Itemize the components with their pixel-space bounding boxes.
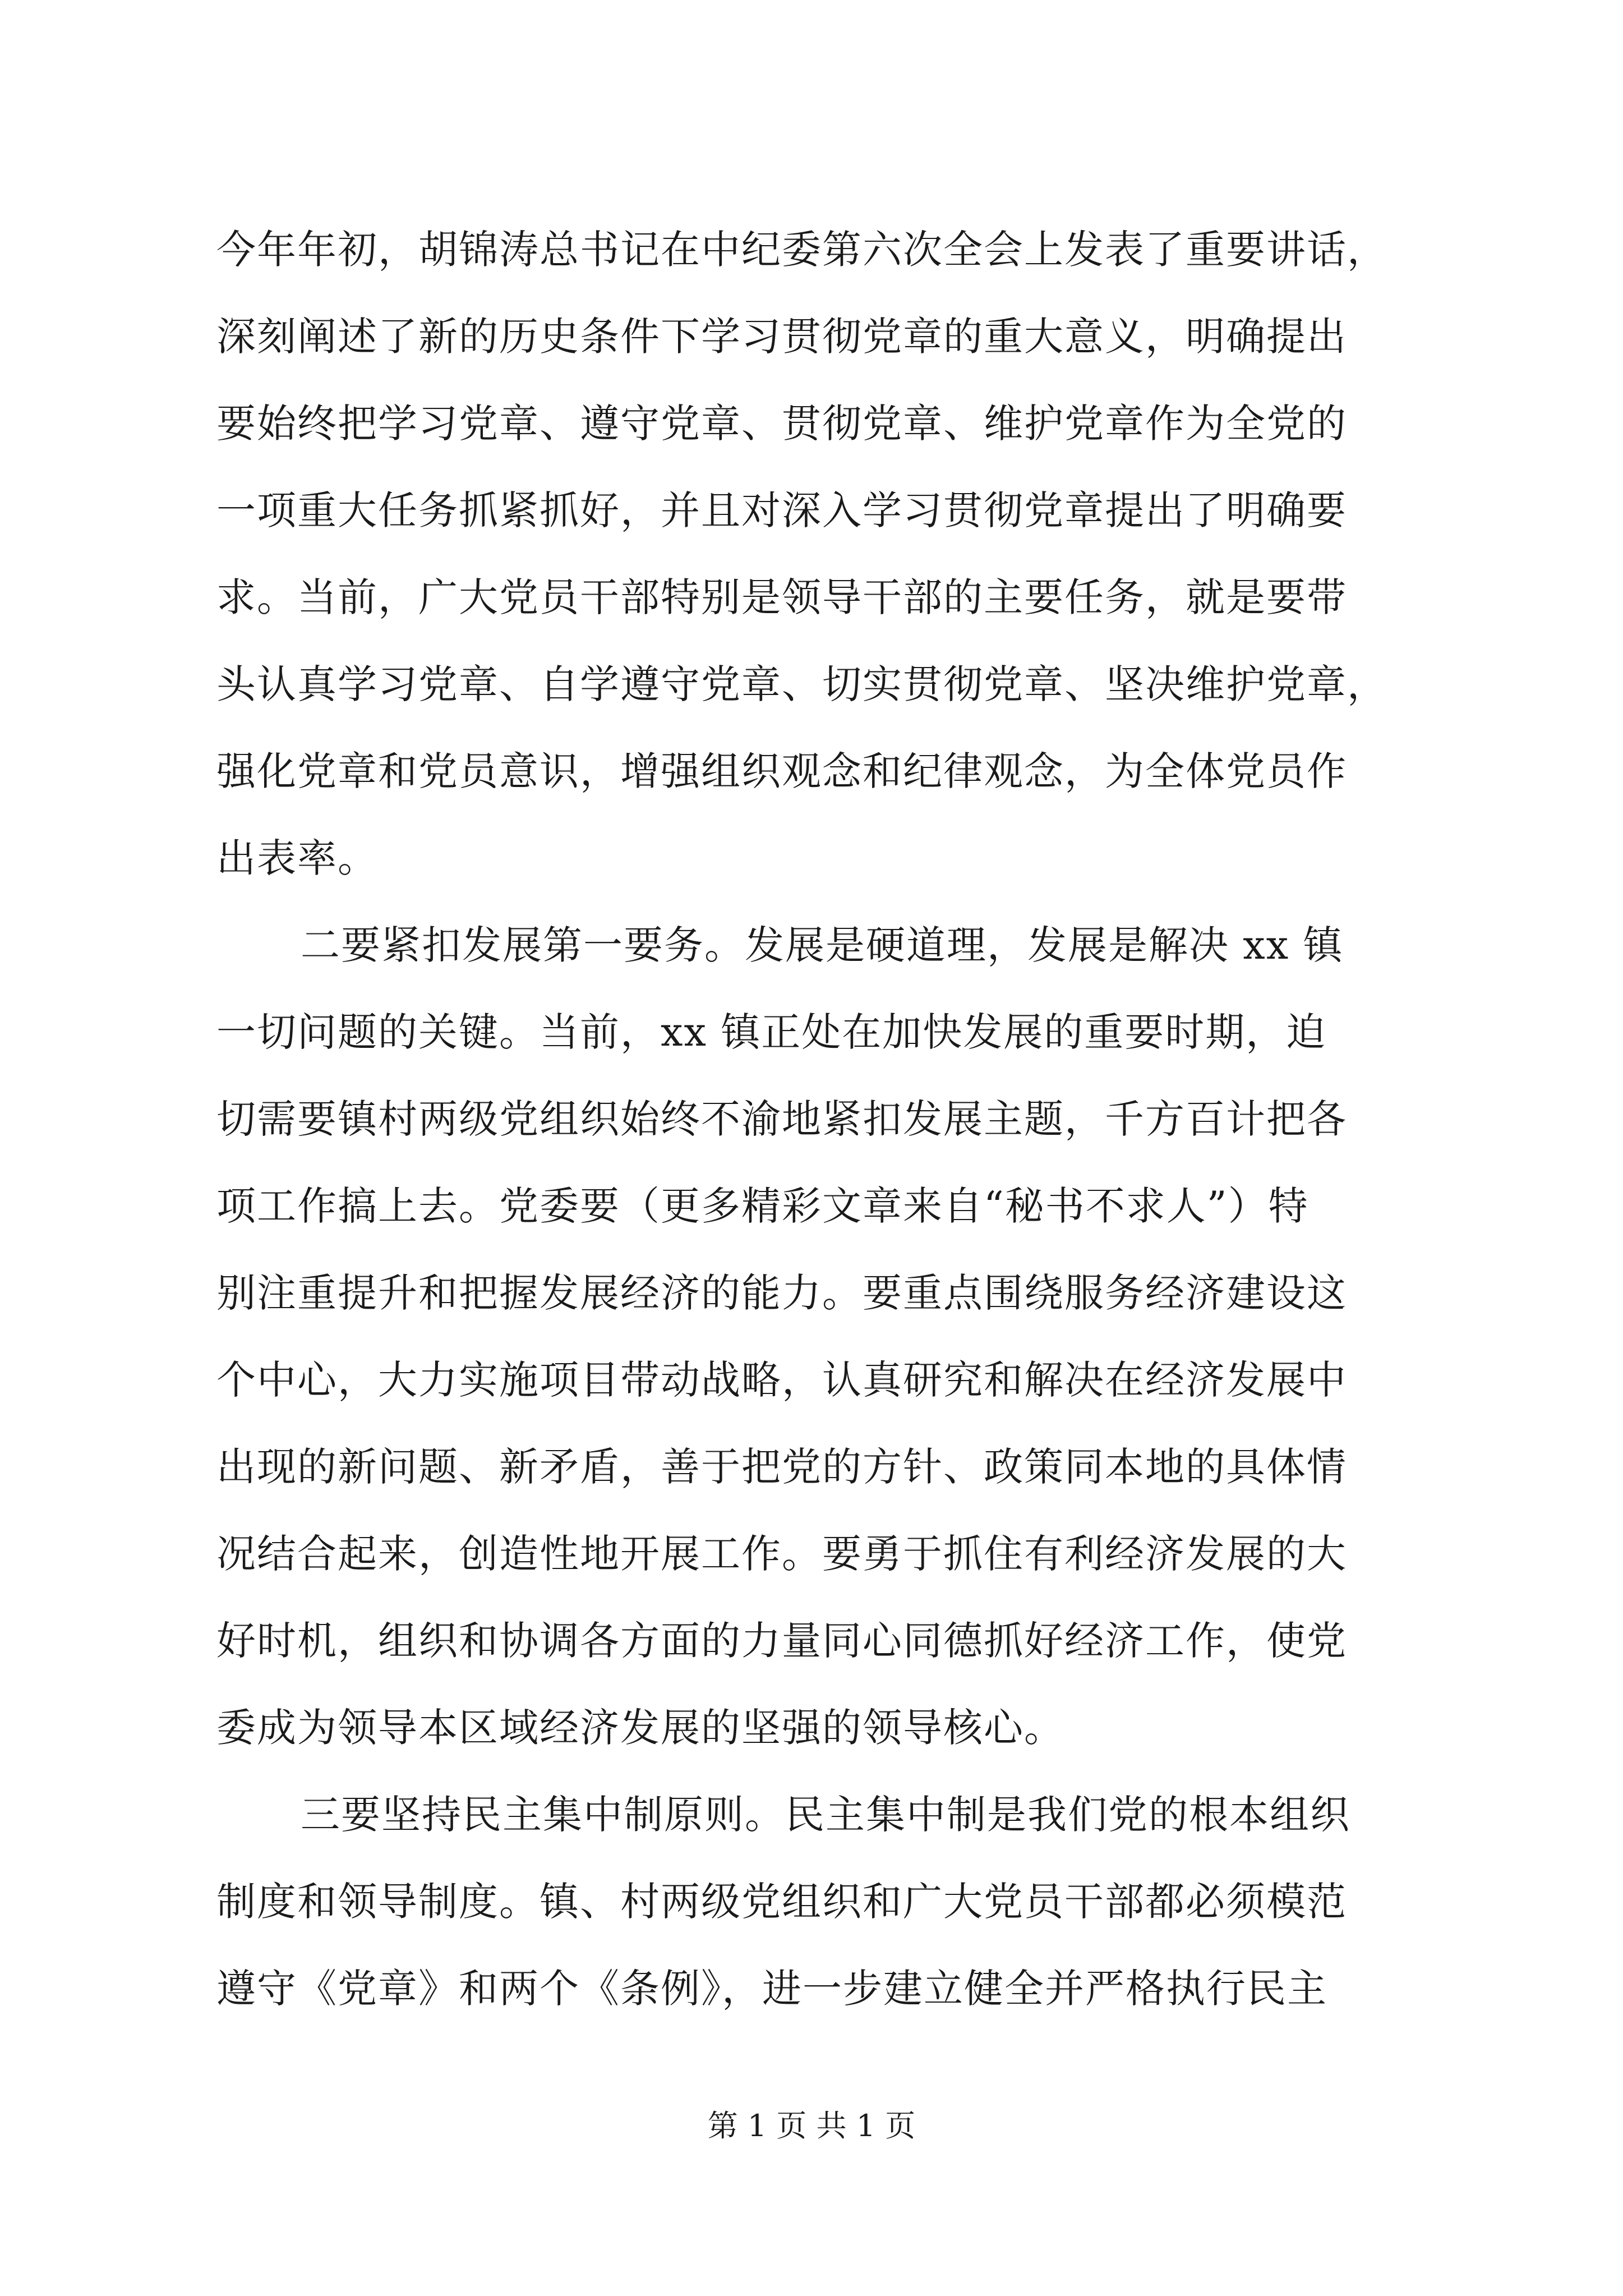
text-line: 个中心，大力实施项目带动战略，认真研究和解决在经济发展中 (216, 1357, 1347, 1403)
text-line: 委成为领导本区域经济发展的坚强的领导核心。 (216, 1705, 1064, 1751)
text-line: 况结合起来，创造性地开展工作。要勇于抓住有利经济发展的大 (216, 1531, 1347, 1577)
text-line: 好时机，组织和协调各方面的力量同心同德抓好经济工作，使党 (216, 1618, 1347, 1664)
text-line: 头认真学习党章、自学遵守党章、切实贯彻党章、坚决维护党章， (216, 661, 1387, 707)
text-line: 强化党章和党员意识，增强组织观念和纪律观念，为全体党员作 (216, 748, 1347, 794)
text-line: 二要紧扣发展第一要务。发展是硬道理，发展是解决 xx 镇 (301, 922, 1344, 968)
text-line: 出现的新问题、新矛盾，善于把党的方针、政策同本地的具体情 (216, 1444, 1347, 1490)
page-footer: 第 1 页 共 1 页 (707, 2108, 916, 2143)
text-line: 一切问题的关键。当前，xx 镇正处在加快发展的重要时期，迫 (216, 1009, 1327, 1055)
text-line: 一项重大任务抓紧抓好，并且对深入学习贯彻党章提出了明确要 (216, 487, 1347, 533)
text-line: 深刻阐述了新的历史条件下学习贯彻党章的重大意义，明确提出 (216, 314, 1347, 360)
text-line: 今年年初，胡锦涛总书记在中纪委第六次全会上发表了重要讲话， (216, 227, 1387, 273)
text-line: 遵守《党章》和两个《条例》，进一步建立健全并严格执行民主 (216, 1966, 1327, 2012)
text-line: 求。当前，广大党员干部特别是领导干部的主要任务，就是要带 (216, 574, 1347, 620)
text-line: 别注重提升和把握发展经济的能力。要重点围绕服务经济建设这 (216, 1270, 1347, 1316)
text-line: 项工作搞上去。党委要（更多精彩文章来自“秘书不求人”）特 (216, 1183, 1309, 1229)
document-body (216, 206, 1417, 2032)
text-line: 制度和领导制度。镇、村两级党组织和广大党员干部都必须模范 (216, 1879, 1347, 1925)
text-line: 切需要镇村两级党组织始终不渝地紧扣发展主题，千方百计把各 (216, 1096, 1347, 1142)
text-line: 要始终把学习党章、遵守党章、贯彻党章、维护党章作为全党的 (216, 401, 1347, 447)
text-line: 出表率。 (216, 835, 378, 881)
text-line: 三要坚持民主集中制原则。民主集中制是我们党的根本组织 (301, 1792, 1350, 1838)
